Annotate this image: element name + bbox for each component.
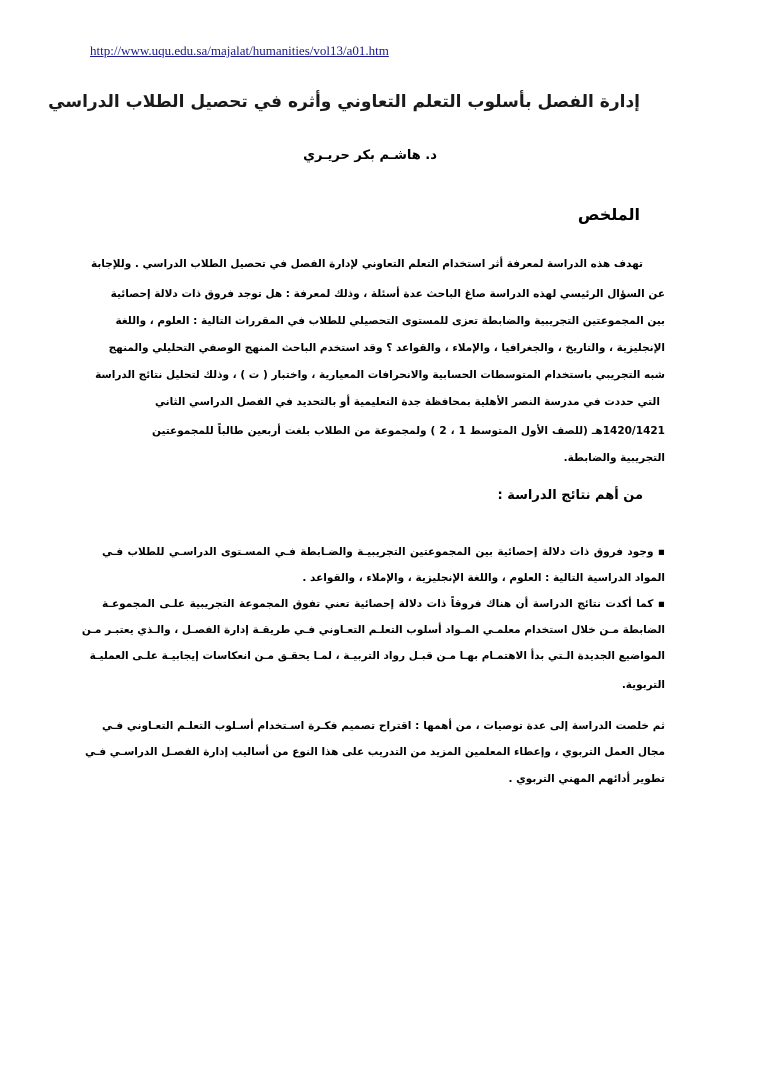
- abstract-heading: الملخص: [577, 205, 640, 224]
- results-line: المواضيع الجديدة الـتي بدأ الاهتمـام بهـا مـن قبـل رواد التربيـة ، لمـا يحقـق مـن انعكاسات إيجابيـة علـى العمليـة: [89, 650, 665, 662]
- abstract-line: تهدف هذه الدراسة لمعرفة أثر استخدام التعلم التعاوني لإدارة الفصل في تحصيل الطلاب الدراسي . وللإجابة: [90, 258, 643, 270]
- conclusion-line: ثم خلصت الدراسة إلى عدة توصيات ، من أهمها : اقتراح تصميم فكـرة اسـتخدام أسـلوب التعلـم التعـاوني فـي: [102, 720, 665, 732]
- abstract-line: شبه التجريبي باستخدام المتوسطات الحسابية والانحرافات المعيارية ، واختبار ( ت ) ، وذلك لتحليل نتائج الدراسة: [95, 369, 665, 381]
- results-line: المواد الدراسية التالية : العلوم ، واللغة الإنجليزية ، والإملاء ، والقواعد .: [302, 572, 665, 584]
- abstract-line: الإنجليزية ، والتاريخ ، والجغرافيا ، والإملاء ، والقواعد ؟ وقد استخدم الباحث المنهج الوصفي التحليلي والمنهج: [108, 342, 665, 354]
- conclusion-line: تطوير أدائهم المهني التربوي .: [508, 773, 665, 785]
- abstract-line: عن السؤال الرئيسي لهذه الدراسة صاغ الباحث عدة أسئلة ، وذلك لمعرفة : هل توجد فروق ذات دلالة إحصائية: [110, 288, 665, 300]
- abstract-line: التجريبية والضابطة.: [563, 452, 665, 464]
- results-line: ▪ كما أكدت نتائج الدراسة أن هناك فروقاً ذات دلالة إحصائية تعني تفوق المجموعة التجريبية علـى المجموعـة: [102, 598, 665, 610]
- results-line: الضابطة مـن خلال استخدام معلمـي المـواد أسلوب التعلـم التعـاوني فـي طريقـة إدارة الفصـل ، والـذي يعتبـر مـن: [81, 624, 665, 636]
- article-title: إدارة الفصل بأسلوب التعلم التعاوني وأثره في تحصيل الطلاب الدراسي: [48, 92, 640, 112]
- abstract-line: بين المجموعتين التجريبية والضابطة تعزى للمستوى التحصيلي للطلاب في المقررات التالية : العلوم ، واللغة: [115, 315, 665, 327]
- conclusion-line: مجال العمل التربوي ، وإعطاء المعلمين المزيد من التدريب على هذا النوع من أساليب إدارة الفصـل الدراسـي فـي: [85, 746, 665, 758]
- source-url-link[interactable]: http://www.uqu.edu.sa/majalat/humanities/vol13/a01.htm: [90, 43, 389, 58]
- author-name: د. هاشـم بكر حريـري: [303, 148, 437, 163]
- results-line: ▪ وجود فروق ذات دلالة إحصائية بين المجموعتين التجريبيـة والضـابطة فـي المسـتوى الدراسـي للطلاب فـي: [102, 546, 665, 558]
- abstract-line: 1420/1421هـ (للصف الأول المتوسط 1 ، 2 ) ولمجموعة من الطلاب بلغت أربعين طالباً للمجموعتين: [152, 425, 665, 437]
- results-line: التربوية.: [621, 679, 665, 691]
- abstract-line: التي حددت في مدرسة النصر الأهلية بمحافظة جدة التعليمية أو بالتحديد في الفصل الدراسي الثاني: [155, 396, 660, 408]
- results-heading: من أهم نتائج الدراسة :: [497, 488, 643, 503]
